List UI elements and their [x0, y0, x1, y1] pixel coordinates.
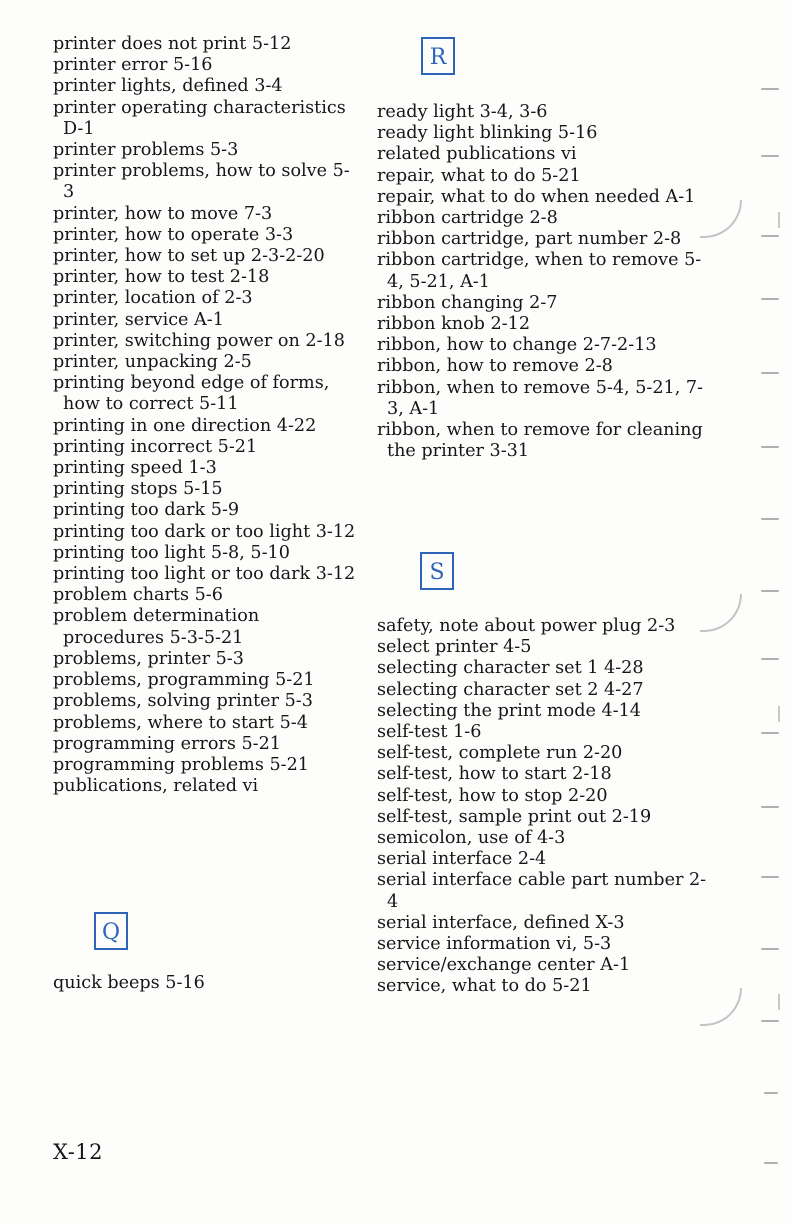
index-entry: serial interface, defined X-3 [377, 912, 625, 933]
index-entry: ribbon, how to change 2-7-2-13 [377, 335, 657, 356]
edge-tick [761, 88, 779, 90]
index-entry: self-test, sample print out 2-19 [377, 806, 652, 827]
index-entry: printing too light 5-8, 5-10 [53, 542, 290, 563]
index-entry: ribbon cartridge 2-8 [377, 208, 558, 229]
index-entry: printer, service A-1 [53, 309, 224, 330]
section-r-entries [377, 102, 707, 462]
edge-tick [761, 658, 779, 660]
left-column [53, 34, 358, 797]
index-entry: problems, programming 5-21 [53, 670, 315, 691]
index-entry: quick beeps 5-16 [53, 973, 205, 993]
index-entry: printing beyond edge of forms, how to correct 5-11 [53, 373, 330, 415]
index-entry: printer problems, how to solve 5-3 [53, 161, 350, 203]
edge-tick [761, 155, 779, 157]
index-entry: safety, note about power plug 2-3 [377, 616, 676, 636]
page-number: X-12 [53, 1140, 104, 1164]
index-entry: ribbon, when to remove for cleaning the printer 3-31 [377, 420, 703, 462]
index-entry: printer error 5-16 [53, 55, 213, 76]
section-s-entries [377, 616, 707, 998]
section-letter-r: R [421, 37, 455, 75]
index-entry: ready light blinking 5-16 [377, 123, 598, 144]
index-entry: repair, what to do when needed A-1 [377, 186, 696, 207]
index-entry: printer does not print 5-12 [53, 34, 292, 54]
index-entry: self-test, how to start 2-18 [377, 764, 612, 785]
index-entry: printing too dark or too light 3-12 [53, 521, 356, 542]
edge-tick [778, 706, 780, 722]
index-entry: ribbon knob 2-12 [377, 314, 531, 335]
section-q-entries [53, 973, 358, 994]
index-entry: service information vi, 5-3 [377, 934, 612, 955]
index-entry: ribbon changing 2-7 [377, 292, 558, 313]
index-entry: serial interface 2-4 [377, 849, 547, 870]
index-entry: printer, how to set up 2-3-2-20 [53, 246, 325, 267]
index-entry: problems, printer 5-3 [53, 648, 244, 669]
edge-tick [761, 806, 779, 808]
index-entry: semicolon, use of 4-3 [377, 828, 566, 849]
binder-ring-mark [700, 988, 742, 1026]
index-entry: printer, how to move 7-3 [53, 203, 273, 224]
edge-tick [761, 372, 779, 374]
edge-tick [761, 732, 779, 734]
index-entry: printer, switching power on 2-18 [53, 330, 345, 351]
index-entry: printer operating characteristics D-1 [53, 97, 346, 139]
index-entry: printer lights, defined 3-4 [53, 76, 283, 97]
index-entry: printing too dark 5-9 [53, 500, 240, 521]
index-entry: select printer 4-5 [377, 637, 532, 658]
edge-tick [761, 1020, 779, 1022]
edge-tick [761, 590, 779, 592]
index-entry: problem determination procedures 5-3-5-21 [53, 606, 260, 648]
index-entry: printing speed 1-3 [53, 458, 217, 479]
edge-tick [761, 948, 779, 950]
binder-ring-mark [700, 200, 742, 238]
index-entry: ready light 3-4, 3-6 [377, 102, 548, 122]
index-entry: printing incorrect 5-21 [53, 436, 258, 457]
section-letter-q: Q [94, 912, 128, 950]
index-entry: self-test, how to stop 2-20 [377, 785, 608, 806]
index-entry: printer, unpacking 2-5 [53, 352, 252, 373]
index-entry: problem charts 5-6 [53, 585, 223, 606]
edge-tick [764, 1092, 778, 1094]
index-entry: selecting character set 1 4-28 [377, 658, 644, 679]
index-entry: printer problems 5-3 [53, 140, 239, 161]
index-entry: related publications vi [377, 144, 577, 165]
index-entry: printing stops 5-15 [53, 479, 223, 500]
index-entry: self-test 1-6 [377, 722, 482, 743]
edge-tick [764, 1162, 778, 1164]
edge-tick [778, 212, 780, 228]
index-entry: problems, where to start 5-4 [53, 712, 308, 733]
index-entry: serial interface cable part number 2-4 [377, 870, 707, 912]
index-entry: service/exchange center A-1 [377, 955, 631, 976]
index-entry: selecting character set 2 4-27 [377, 679, 644, 700]
index-entry: ribbon, how to remove 2-8 [377, 356, 613, 377]
index-entry: programming problems 5-21 [53, 754, 310, 775]
edge-tick [761, 446, 779, 448]
binder-ring-mark [700, 594, 742, 632]
index-entry: service, what to do 5-21 [377, 976, 592, 997]
index-entries-p [53, 34, 358, 797]
index-entry: ribbon, when to remove 5-4, 5-21, 7-3, A-1 [377, 377, 704, 419]
index-entry: printer, how to operate 3-3 [53, 224, 294, 245]
edge-tick [761, 518, 779, 520]
index-entry: printer, how to test 2-18 [53, 267, 270, 288]
edge-tick [761, 298, 779, 300]
section-letter-s: S [420, 552, 454, 590]
index-entry: publications, related vi [53, 776, 259, 797]
index-entry: printing too light or too dark 3-12 [53, 564, 356, 585]
index-entry: problems, solving printer 5-3 [53, 691, 313, 712]
edge-tick [778, 994, 780, 1010]
index-entry: ribbon cartridge, when to remove 5-4, 5-21, A-1 [377, 250, 702, 292]
edge-tick [761, 876, 779, 878]
index-entry: printer, location of 2-3 [53, 288, 253, 309]
index-entry: printing in one direction 4-22 [53, 415, 317, 436]
index-entry: selecting the print mode 4-14 [377, 700, 641, 721]
index-entry: self-test, complete run 2-20 [377, 743, 623, 764]
index-entry: repair, what to do 5-21 [377, 165, 581, 186]
index-entry: programming errors 5-21 [53, 733, 281, 754]
edge-tick [761, 235, 779, 237]
index-entry: ribbon cartridge, part number 2-8 [377, 229, 682, 250]
